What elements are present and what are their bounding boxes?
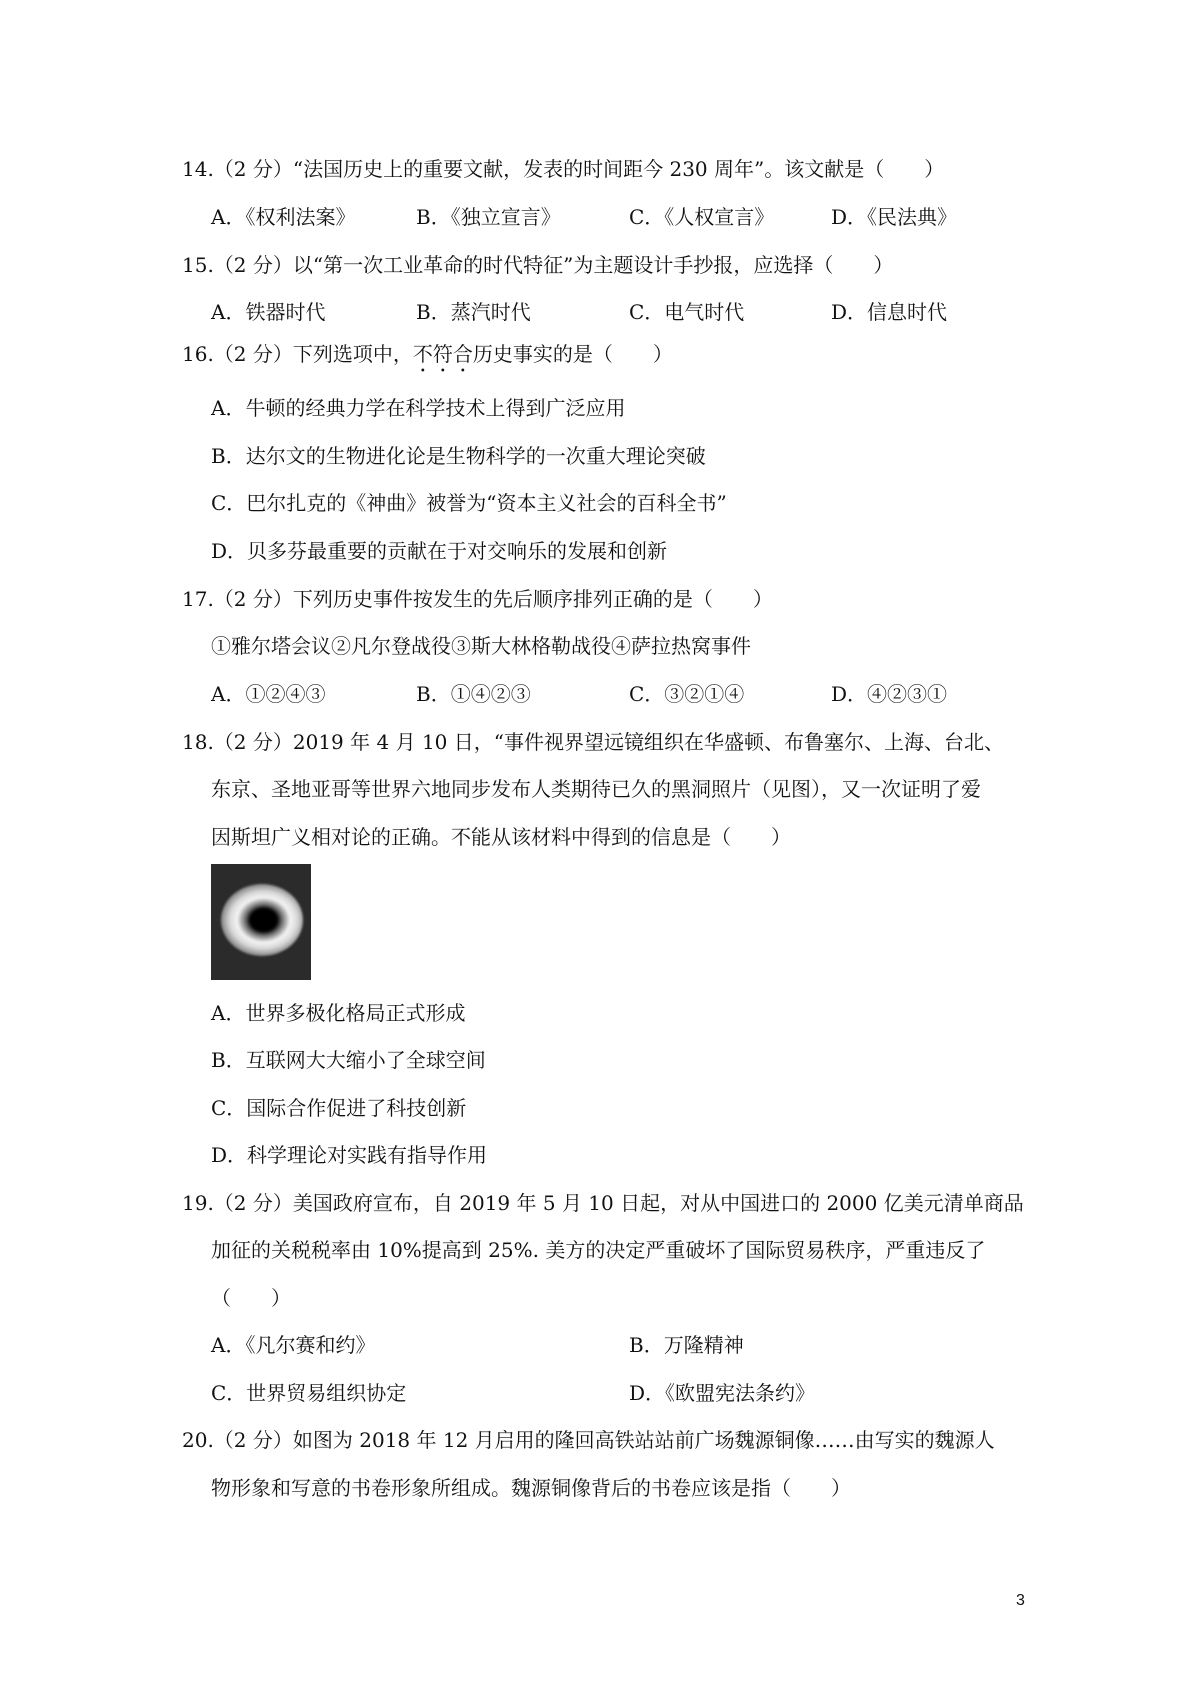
q14-option-d: D．《民法典》 (831, 205, 958, 229)
q14-option-c: C．《人权宣言》 (629, 205, 775, 229)
q16-option-a: A．牛顿的经典力学在科学技术上得到广泛应用 (211, 396, 626, 420)
q18-option-d: D．科学理论对实践有指导作用 (211, 1143, 488, 1167)
q16-stem-emphasis: 不符合 (412, 342, 473, 366)
q14-stem: 14.（2 分）“法国历史上的重要文献，发表的时间距今 230 周年”。该文献是（ ） (182, 157, 945, 181)
q17-events: ①雅尔塔会议②凡尔登战役③斯大林格勒战役④萨拉热窝事件 (211, 634, 751, 658)
q19-option-c: C．世界贸易组织协定 (211, 1381, 407, 1405)
q17-stem: 17.（2 分）下列历史事件按发生的先后顺序排列正确的是（ ） (182, 587, 773, 611)
q15-option-c: C．电气时代 (629, 300, 745, 324)
q15-stem: 15.（2 分）以“第一次工业革命的时代特征”为主题设计手抄报，应选择（ ） (182, 253, 894, 277)
q18-option-a: A．世界多极化格局正式形成 (211, 1001, 466, 1025)
q16-option-d: D．贝多芬最重要的贡献在于对交响乐的发展和创新 (211, 539, 668, 563)
q16-stem-pre: 16.（2 分）下列选项中， (182, 342, 413, 366)
q17-option-d: D．④②③① (831, 682, 948, 706)
q18-stem-line-2: 东京、圣地亚哥等世界六地同步发布人类期待已久的黑洞照片（见图），又一次证明了爱 (211, 777, 981, 801)
black-hole-photo (211, 864, 311, 980)
q18-option-c: C．国际合作促进了科技创新 (211, 1096, 467, 1120)
q14-option-a: A．《权利法案》 (211, 205, 356, 229)
q15-option-a: A．铁器时代 (211, 300, 326, 324)
black-hole-ring (221, 884, 303, 956)
q18-option-b: B．互联网大大缩小了全球空间 (211, 1048, 486, 1072)
q19-stem-line-2: 加征的关税税率由 10%提高到 25%. 美方的决定严重破坏了国际贸易秩序，严重违反了 (211, 1238, 986, 1262)
q16-stem-post: 历史事实的是（ ） (472, 342, 673, 366)
q14-option-b: B．《独立宣言》 (416, 205, 561, 229)
q17-option-b: B．①④②③ (416, 682, 531, 706)
q19-option-b: B．万隆精神 (629, 1333, 744, 1357)
q16-stem (182, 342, 673, 377)
q20-stem-line-1: 20.（2 分）如图为 2018 年 12 月启用的隆回高铁站站前广场魏源铜像……由写实的魏源人 (182, 1428, 995, 1452)
q19-stem-line-1: 19.（2 分）美国政府宣布，自 2019 年 5 月 10 日起，对从中国进口的 2000 亿美元清单商品 (182, 1191, 1024, 1215)
q18-stem-line-3: 因斯坦广义相对论的正确。不能从该材料中得到的信息是（ ） (211, 825, 791, 849)
q18-stem-line-1: 18.（2 分）2019 年 4 月 10 日，“事件视界望远镜组织在华盛顿、布鲁塞尔、上海、台北、 (182, 730, 1004, 754)
q19-option-d: D．《欧盟宪法条约》 (629, 1381, 816, 1405)
page-number: 3 (1016, 1592, 1025, 1609)
q20-stem-line-2: 物形象和写意的书卷形象所组成。魏源铜像背后的书卷应该是指（ ） (211, 1476, 851, 1500)
q16-option-c: C．巴尔扎克的《神曲》被誉为“资本主义社会的百科全书” (211, 491, 727, 515)
q15-option-d: D．信息时代 (831, 300, 948, 324)
q16-option-b: B．达尔文的生物进化论是生物科学的一次重大理论突破 (211, 444, 706, 468)
q17-option-a: A．①②④③ (211, 682, 326, 706)
q15-option-b: B．蒸汽时代 (416, 300, 531, 324)
q19-option-a: A．《凡尔赛和约》 (211, 1333, 376, 1357)
q17-option-c: C．③②①④ (629, 682, 745, 706)
q19-stem-line-3: （ ） (211, 1286, 291, 1310)
